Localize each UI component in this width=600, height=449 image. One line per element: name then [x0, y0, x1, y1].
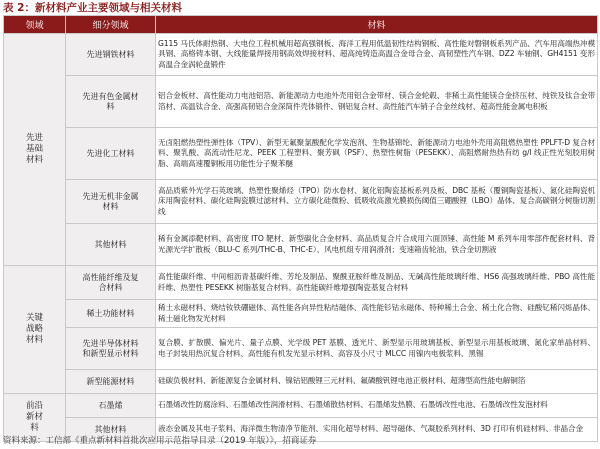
- field-label: 关键战略材料: [25, 313, 43, 345]
- subfield-cell: [66, 370, 156, 394]
- subfield-label: 先进化工材料: [86, 148, 135, 158]
- subfield-cell: [66, 34, 156, 76]
- subfield-cell: [66, 328, 156, 370]
- subfield-label: 先进无机非金属材料: [82, 191, 139, 211]
- subfield-cell: [66, 224, 156, 266]
- field-cell: [4, 266, 66, 394]
- subfield-label: 石墨烯: [98, 400, 123, 410]
- table-row: [4, 328, 598, 370]
- materials-cell: 稀土永磁材料、烧结钕铁硼磁体、高性能各向异性粘结磁体、高性能钐钴永磁体、特种稀土合金、稀土化合物、硅酸钇稀闪烁晶体、稀土磁化物发光材料: [156, 300, 598, 328]
- subfield-label: 其他材料: [94, 239, 127, 249]
- materials-cell: 无卤阻燃热塑性弹性体（TPV）、新型无氟聚氯酸配化学发泡剂、生物基锦纶、新能源动力电池外壳用高阻燃热塑性 PPLFT-D 复合材料、聚乳酸、高流动性尼龙、PEEK 工程塑料、聚芳砜（PSF）、热塑性树脂（PESEKK）、高阻燃耐热热有纺 g/l 线正性光刻胶用树脂、高端高速覆铜板用功能性分子聚苯醚: [156, 128, 598, 180]
- table-row: [4, 34, 598, 76]
- field-cell: [4, 34, 66, 266]
- materials-cell: 液态金属及其电子浆料、海洋微生物清净节能剂、实用化超导材料、超导磁体、气凝胶系列材料、3D 打印有机硅材料、非晶合金: [156, 418, 598, 442]
- materials-cell: 石墨烯改性防腐涂料、石墨烯改性润滑材料、石墨烯散热材料、石墨烯发热膜、石墨烯改性电池、石墨烯改性发泡材料: [156, 394, 598, 418]
- subfield-cell: [66, 128, 156, 180]
- table-row: [4, 266, 598, 300]
- field-label: 前沿新材料: [25, 401, 43, 433]
- materials-cell: 铝合金板材、高性能动力电池铝箔、新能源动力电池外壳用铝合金带材、镁合金轮毂、非稀土高性能镁合金挤压材、纯铁及钛合金带箔材、高温钛合金、高强高韧铝合金深简件壳体锻件、钢铝复合材、高性能汽车销子合金丝线材、超高性能金属电积板: [156, 76, 598, 128]
- subfield-label: 新型能源材料: [86, 376, 135, 386]
- materials-cell: 复合膜、扩散膜、偏光片、量子点膜、光学级 PET 基膜、透光片、新型显示用玻璃基板、新型显示用基板玻璃、氮化家单晶材料、电子封装用热沉复合材料、高性能有机发光显示材料、高容及小尺寸 MLCC 用镍内电极浆料、黑锡: [156, 328, 598, 370]
- table-header-row: [4, 16, 598, 34]
- subfield-cell: [66, 76, 156, 128]
- subfield-cell: [66, 180, 156, 224]
- header-field: 领域: [4, 16, 66, 34]
- header-materials: 材料: [156, 16, 598, 34]
- table-title: 表 2：新材料产业主要领域与相关材料: [3, 2, 182, 14]
- table-row: [4, 370, 598, 394]
- table-row: [4, 224, 598, 266]
- materials-cell: G115 马氏体耐热钢、大电位工程机械用超高强钢板、海洋工程用低温韧性结构钢板、高性能対磐钢板系列产品、汽车用高端热冲模具钢、高格铸本钢、大线能量焊接用钢高效焊接材料、超高纯铸造高温合金母合金、高韧塑性汽车钢、DZ2 车轴钢、GH4151 变形高温合金涡轮盘锻件: [156, 34, 598, 76]
- subfield-label: 高性能纤维及复合材料: [82, 272, 139, 292]
- subfield-cell: [66, 394, 156, 418]
- table-row: [4, 394, 598, 418]
- field-label: 先进基础材料: [25, 133, 43, 165]
- table-row: [4, 76, 598, 128]
- subfield-label: 先进钢铁材料: [86, 49, 135, 59]
- subfield-label: 先进半导体材料和新型显示材料: [82, 338, 139, 358]
- subfield-cell: [66, 300, 156, 328]
- subfield-label: 稀土功能材料: [86, 308, 135, 318]
- materials-cell: 高性能碳纤维、中间相沥青基碳纤维、芳纶及制品、聚酰亚胺纤维及制品、无碱高性能玻璃纤维、HS6 高强玻璃纤维、PBO 高性能纤维、热塑性 PESEKK 树脂基复合材料、高性能碳纤维增强陶瓷基复合材料: [156, 266, 598, 300]
- materials-cell: 稀有金属添靶材料、高密度 ITO 靶材、新型碳化合金材料、高品质复合片合成用六面顶锤、高性能 M 系列车用零部件配套材料、背光源光学扩散板（BLU-C 系列/THC-B、THC-E）、风电机组专用润滑剂；变速箱齿轮油、铁合金切割液: [156, 224, 598, 266]
- subfield-label: 其他材料: [94, 424, 127, 434]
- header-subfield: 细分领域: [66, 16, 156, 34]
- materials-cell: 高品质紫外光学石英玻璃、热塑性聚烯烃（TPO）防水卷材、氮化铝陶瓷基板系列及板、DBC 基板（覆铜陶瓷基板）、氮化硅陶瓷机床用陶瓷材料、碳化硅陶瓷膜过滤材料、立方碳化硅微粉、低吸收高激光膜损伤阈值三硼酸锂（LBO）晶体、复合高碳钢分树脂切割线: [156, 180, 598, 224]
- source-note: 资料来源：工信部《重点新材料首批次应用示范指导目录（2019 年版）》，招商证券: [3, 436, 317, 446]
- materials-cell: 硅碳负极材料、新能源复合金属材料、镍钴铝酸锂三元材料、氟磷酸钒锂电池正极材料、超薄型高性能电解铜箔: [156, 370, 598, 394]
- table-row: [4, 300, 598, 328]
- table-row: [4, 128, 598, 180]
- table-row: [4, 180, 598, 224]
- subfield-label: 先进有色金属材料: [82, 91, 139, 111]
- subfield-cell: [66, 266, 156, 300]
- materials-table: [3, 15, 598, 442]
